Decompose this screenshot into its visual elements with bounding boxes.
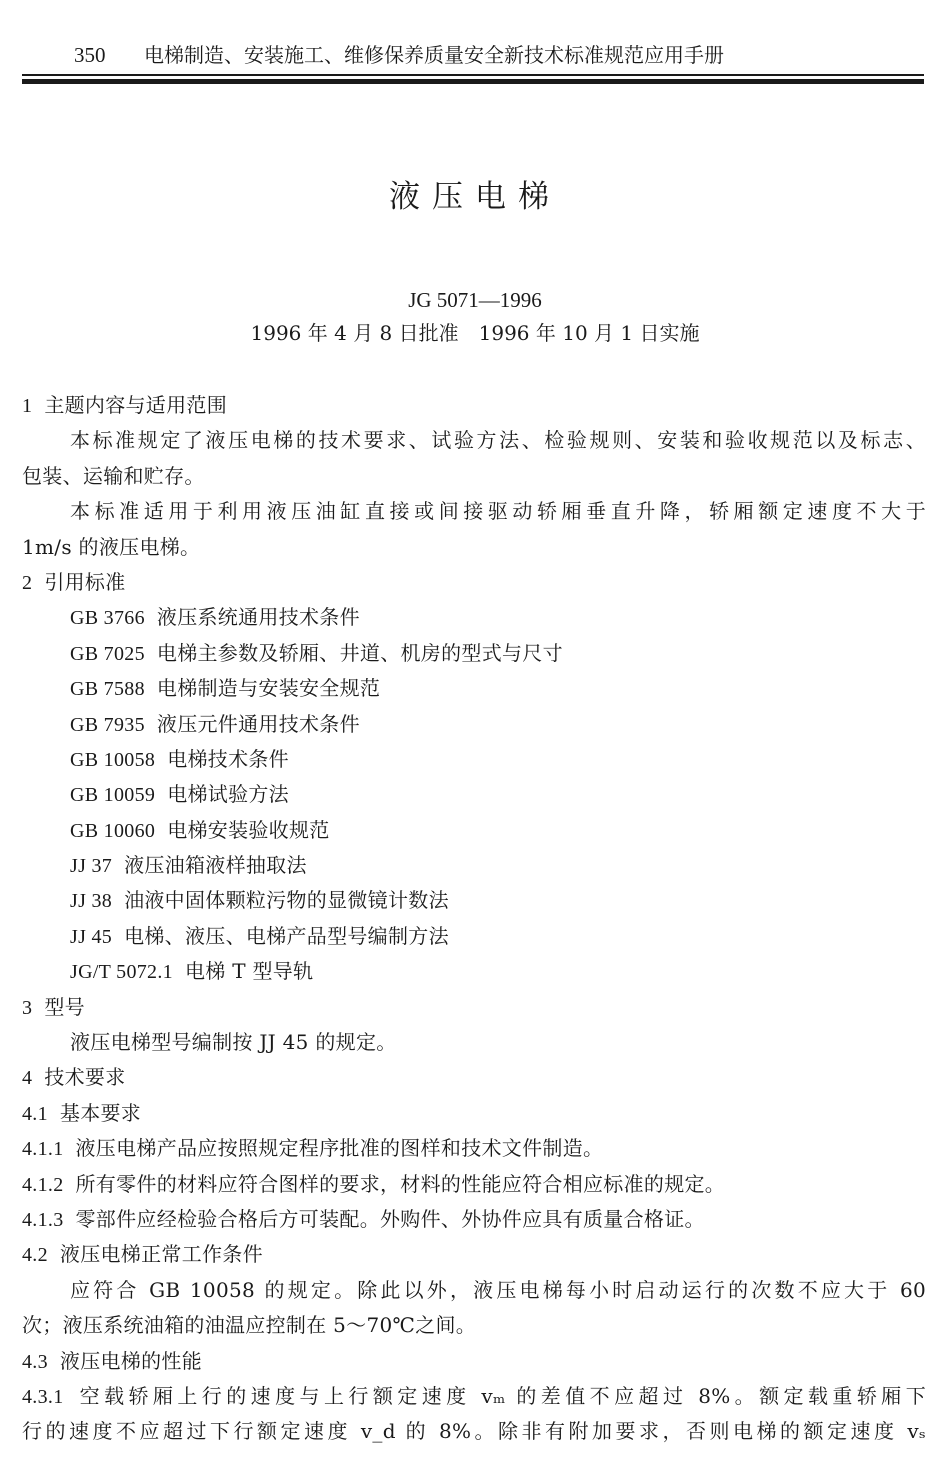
clause-number: 4.3.1 bbox=[22, 1385, 64, 1408]
line-text: 液压电梯型号编制按 JJ 45 的规定。 bbox=[70, 1030, 397, 1055]
line-text: 基本要求 bbox=[59, 1100, 142, 1125]
section-line bbox=[22, 600, 926, 635]
section-line bbox=[22, 1096, 926, 1131]
section-line bbox=[22, 707, 926, 742]
line-text: 型号 bbox=[44, 994, 85, 1019]
clause-number: GB 7588 bbox=[70, 678, 145, 701]
line-text: 1m/s 的液压电梯。 bbox=[22, 534, 201, 559]
standard-code: JG 5071—1996 bbox=[408, 288, 542, 312]
clause-number: 4.2 bbox=[22, 1244, 48, 1267]
clause-number: GB 10058 bbox=[70, 748, 156, 771]
line-text: 液压系统通用技术条件 bbox=[156, 605, 360, 630]
line-text: 应符合 GB 10058 的规定。除此以外，液压电梯每小时启动运行的次数不应大于 60 bbox=[70, 1277, 926, 1302]
clause-number: GB 3766 bbox=[70, 607, 145, 630]
line-text: 次；液压系统油箱的油温应控制在 5～70℃之间。 bbox=[22, 1313, 477, 1338]
section-line bbox=[22, 813, 926, 848]
clause-number: 3 bbox=[22, 996, 33, 1019]
clause-number: 4.3 bbox=[22, 1350, 48, 1373]
body-line bbox=[22, 423, 926, 458]
line-text: 技术要求 bbox=[44, 1065, 126, 1090]
line-text: 电梯 T 型导轨 bbox=[184, 959, 314, 984]
section-line bbox=[22, 1167, 926, 1202]
clause-number: GB 7025 bbox=[70, 642, 145, 665]
clause-number: GB 10060 bbox=[70, 819, 156, 842]
clause-number: 4.1.3 bbox=[22, 1208, 64, 1231]
line-text: 行的速度不应超过下行额定速度 v_d 的 8%。除非有附加要求，否则电梯的额定速度 vₛ bbox=[22, 1419, 926, 1444]
line-text: 本标准规定了液压电梯的技术要求、试验方法、检验规则、安装和验收规范以及标志、 bbox=[70, 428, 926, 453]
clause-number: 4.1.1 bbox=[22, 1138, 64, 1161]
section-line bbox=[22, 883, 926, 918]
clause-number: GB 7935 bbox=[70, 713, 145, 736]
running-header bbox=[22, 38, 924, 72]
clause-number: 1 bbox=[22, 395, 33, 417]
body-line bbox=[22, 1414, 926, 1449]
body-line bbox=[22, 494, 926, 529]
line-text: 引用标准 bbox=[44, 569, 126, 594]
line-text: 包装、运输和贮存。 bbox=[22, 463, 205, 488]
section-line bbox=[22, 1202, 926, 1237]
section-line bbox=[22, 954, 926, 989]
clause-number: GB 10059 bbox=[70, 784, 156, 807]
clause-number: JJ 37 bbox=[70, 855, 113, 878]
body-line bbox=[22, 1273, 926, 1308]
section-line bbox=[22, 848, 926, 883]
page-number: 350 bbox=[74, 43, 106, 67]
line-text: 空载轿厢上行的速度与上行额定速度 vₘ 的差值不应超过 8%。额定载重轿厢下 bbox=[75, 1383, 926, 1408]
line-text: 电梯技术条件 bbox=[167, 746, 289, 771]
section-line bbox=[22, 671, 926, 706]
section-line bbox=[22, 777, 926, 812]
body-line bbox=[22, 1308, 926, 1343]
line-text: 液压元件通用技术条件 bbox=[156, 711, 360, 736]
body-line bbox=[22, 1025, 926, 1060]
book-title: 电梯制造、安装施工、维修保养质量安全新技术标准规范应用手册 bbox=[144, 43, 724, 67]
section-line bbox=[22, 636, 926, 671]
header-rule-thick bbox=[22, 79, 924, 84]
document-body bbox=[22, 388, 926, 1450]
section-line bbox=[22, 1344, 926, 1379]
section-line bbox=[22, 1131, 926, 1166]
line-text: 电梯主参数及轿厢、井道、机房的型式与尺寸 bbox=[156, 640, 563, 665]
section-line bbox=[22, 919, 926, 954]
clause-number: 2 bbox=[22, 571, 33, 594]
body-line bbox=[22, 459, 926, 494]
line-text: 零部件应经检验合格后方可装配。外购件、外协件应具有质量合格证。 bbox=[75, 1206, 705, 1231]
section-line bbox=[22, 1237, 926, 1272]
section-line bbox=[22, 742, 926, 777]
section-line bbox=[22, 1379, 926, 1414]
clause-number: 4 bbox=[22, 1067, 33, 1090]
section-line bbox=[22, 1060, 926, 1095]
line-text: 电梯、液压、电梯产品型号编制方法 bbox=[124, 923, 449, 948]
body-line bbox=[22, 530, 926, 565]
line-text: 油液中固体颗粒污物的显微镜计数法 bbox=[124, 888, 449, 913]
line-text: 液压电梯的性能 bbox=[59, 1348, 203, 1373]
line-text: 电梯制造与安装安全规范 bbox=[156, 676, 381, 701]
section-line bbox=[22, 990, 926, 1025]
clause-number: 4.1.2 bbox=[22, 1173, 64, 1196]
line-text: 液压电梯正常工作条件 bbox=[59, 1242, 263, 1267]
clause-number: JJ 45 bbox=[70, 925, 113, 948]
line-text: 液压油箱液样抽取法 bbox=[124, 853, 307, 878]
clause-number: JG/T 5072.1 bbox=[70, 961, 173, 984]
header-rule-thin bbox=[22, 74, 924, 76]
line-text: 本标准适用于利用液压油缸直接或间接驱动轿厢垂直升降，轿厢额定速度不大于 bbox=[70, 499, 926, 524]
section-line bbox=[22, 388, 926, 423]
document-title: 液压电梯 bbox=[389, 179, 561, 215]
section-line bbox=[22, 565, 926, 600]
line-text: 电梯安装验收规范 bbox=[167, 817, 330, 842]
line-text: 所有零件的材料应符合图样的要求，材料的性能应符合相应标准的规定。 bbox=[75, 1171, 726, 1196]
clause-number: JJ 38 bbox=[70, 890, 113, 913]
line-text: 液压电梯产品应按照规定程序批准的图样和技术文件制造。 bbox=[75, 1136, 604, 1161]
line-text: 电梯试验方法 bbox=[167, 782, 289, 807]
line-text: 主题内容与适用范围 bbox=[44, 393, 228, 417]
clause-number: 4.1 bbox=[22, 1102, 48, 1125]
approval-dates: 1996 年 4 月 8 日批准 1996 年 10 月 1 日实施 bbox=[250, 321, 700, 345]
